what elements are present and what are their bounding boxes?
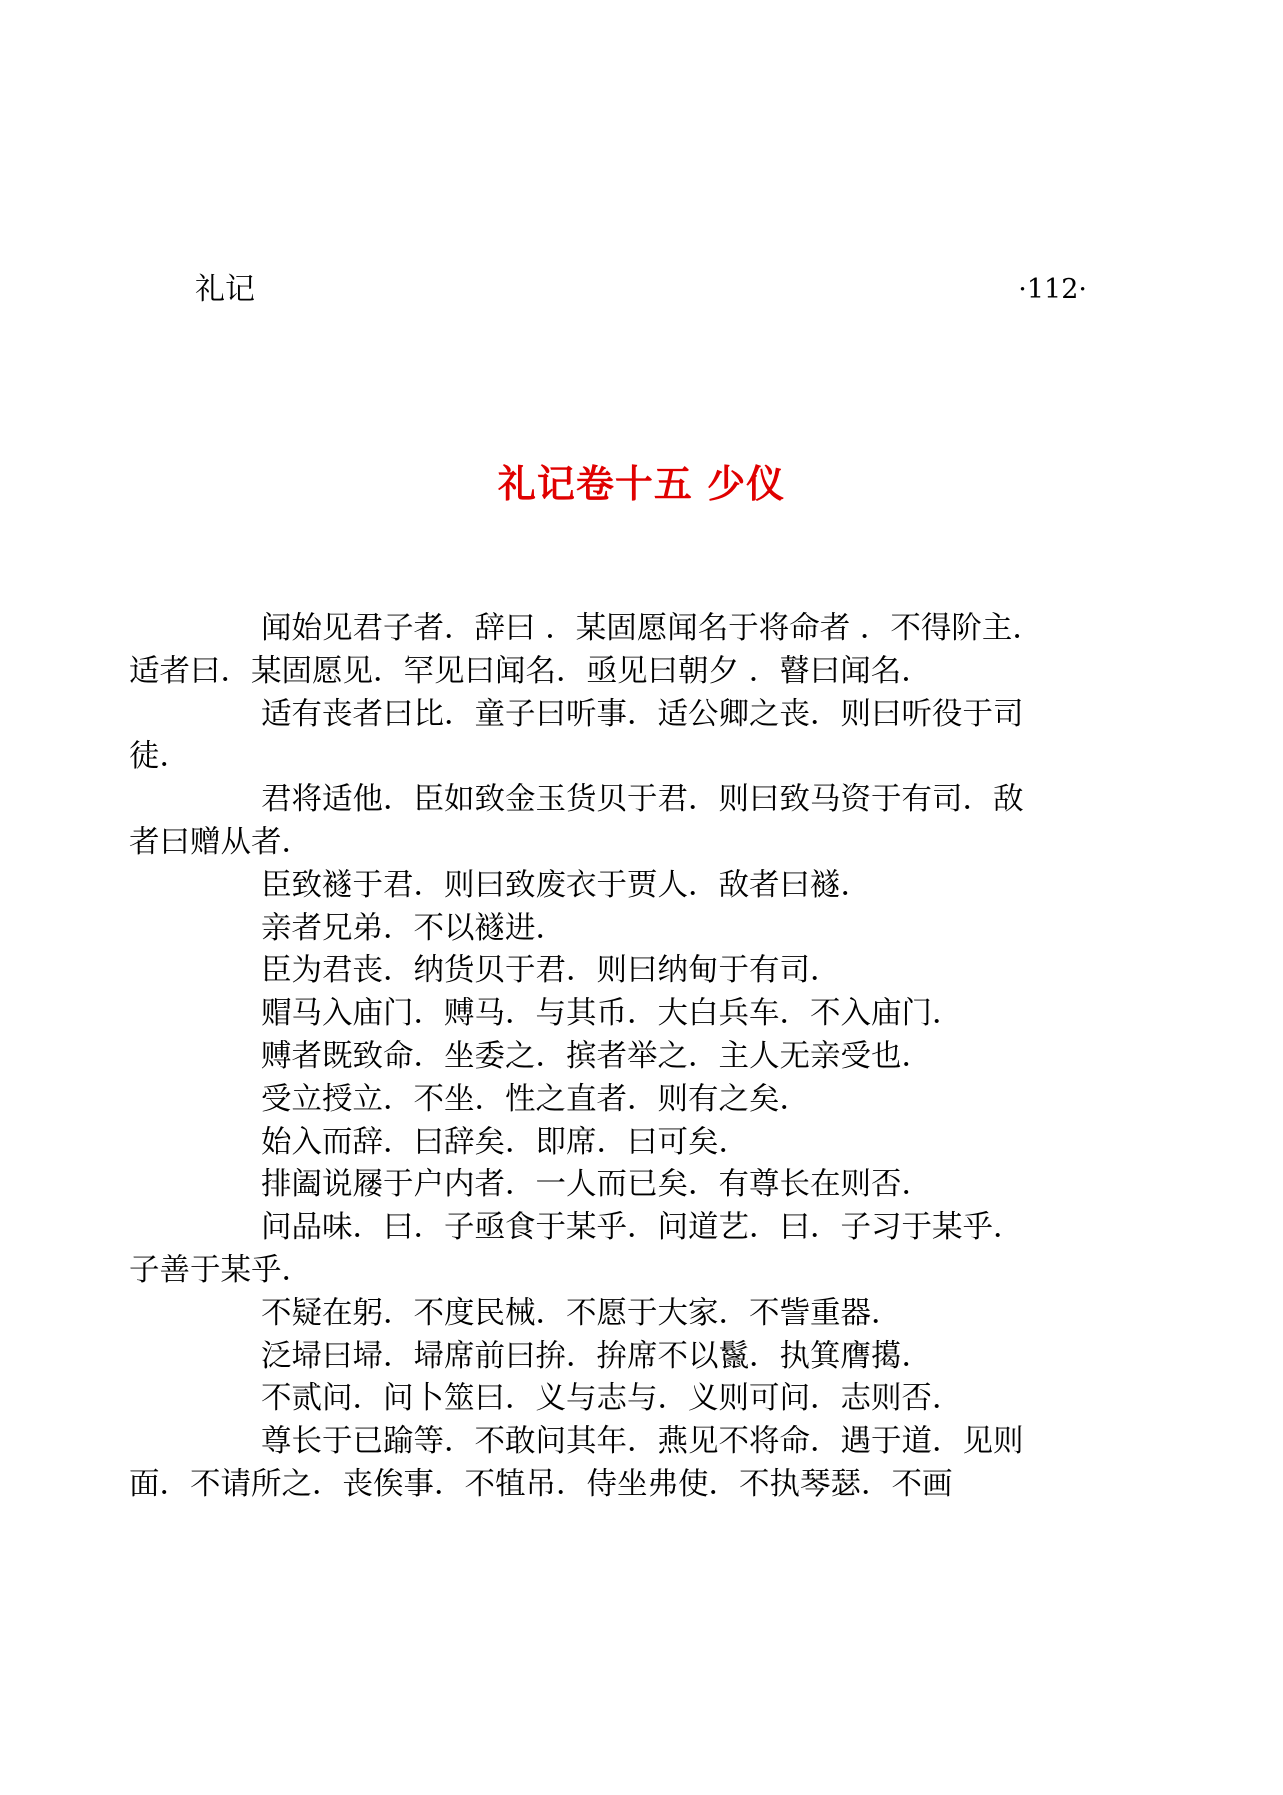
text-line: 问品味．曰．子亟食于某乎．问道艺．曰．子习于某乎． <box>261 1210 1024 1246</box>
body-text <box>129 608 1087 1507</box>
paragraph <box>195 1164 1087 1207</box>
running-title: 礼记 <box>195 272 255 307</box>
paragraph <box>195 1036 1087 1079</box>
text-line: 泛埽曰埽．埽席前曰拚．拚席不以鬣．执箕膺擖． <box>261 1338 932 1374</box>
paragraph <box>195 1293 1087 1336</box>
paragraph <box>129 1421 1087 1507</box>
text-line: 君将适他．臣如致金玉货贝于君．则曰致马资于有司．敌 <box>261 782 1024 818</box>
running-header <box>195 270 1087 310</box>
paragraph <box>129 779 1087 865</box>
paragraph <box>195 993 1087 1036</box>
chapter-title: 礼记卷十五 少仪 <box>497 462 786 506</box>
paragraph <box>129 1207 1087 1293</box>
paragraph <box>129 694 1087 780</box>
paragraph <box>195 950 1087 993</box>
text-line: 赗马入庙门．赙马．与其币．大白兵车．不入庙门． <box>261 996 963 1032</box>
text-line: 者曰赠从者． <box>129 824 312 860</box>
text-line: 尊长于已踰等．不敢问其年．燕见不将命．遇于道．见则 <box>261 1424 1024 1460</box>
paragraph <box>195 865 1087 908</box>
text-line: 不疑在躬．不度民械．不愿于大家．不訾重器． <box>261 1295 902 1331</box>
page-number: ·112· <box>1018 274 1087 305</box>
text-line: 子善于某乎． <box>129 1252 312 1288</box>
paragraph <box>195 908 1087 951</box>
text-line: 不贰问．问卜筮曰．义与志与．义则可问．志则否． <box>261 1381 963 1417</box>
text-line: 徒． <box>129 739 190 775</box>
text-line: 赙者既致命．坐委之．摈者举之．主人无亲受也． <box>261 1038 932 1074</box>
text-line: 亲者兄弟．不以襚进． <box>261 910 566 946</box>
paragraph <box>195 1079 1087 1122</box>
text-line: 臣为君丧．纳货贝于君．则曰纳甸于有司． <box>261 953 841 989</box>
text-line: 排阖说屦于户内者．一人而已矣．有尊长在则否． <box>261 1167 932 1203</box>
paragraph <box>195 1122 1087 1165</box>
text-line: 臣致襚于君．则曰致废衣于贾人．敌者曰襚． <box>261 867 871 903</box>
text-line: 面．不请所之．丧俟事．不犆吊．侍坐弗使．不执琴瑟．不画 <box>129 1466 953 1502</box>
paragraph <box>129 608 1087 694</box>
text-line: 始入而辞．曰辞矣．即席．曰可矣． <box>261 1124 749 1160</box>
text-line: 适有丧者曰比．童子曰听事．适公卿之丧．则曰听役于司 <box>261 696 1024 732</box>
text-line: 适者曰．某固愿见．罕见曰闻名．亟见曰朝夕 ．瞽曰闻名． <box>129 653 932 689</box>
text-line: 闻始见君子者．辞曰 ．某固愿闻名于将命者 ．不得阶主． <box>261 611 1043 646</box>
text-line: 受立授立．不坐．性之直者．则有之矣． <box>261 1081 810 1117</box>
paragraph <box>195 1336 1087 1379</box>
paragraph <box>195 1378 1087 1421</box>
